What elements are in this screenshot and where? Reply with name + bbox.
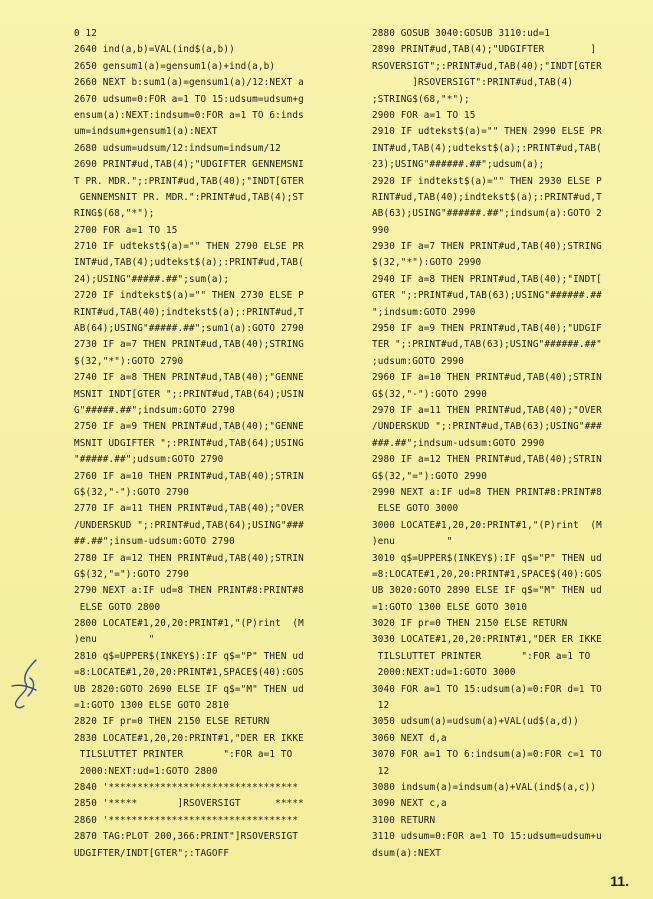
right-code-line: 12 [372,700,390,712]
left-code-line: T PR. MDR.";:PRINT#ud,TAB(40);"INDT[GTER [74,175,304,187]
right-code-line: 2980 IF a=12 THEN PRINT#ud,TAB(40);STRIN [372,454,602,466]
right-code-line: 3060 NEXT d,a [372,732,447,744]
right-code-line: RINT#ud,TAB(40);indtekst$(a);:PRINT#ud,T [372,191,602,203]
handwritten-signature-icon [6,656,48,714]
left-code-line: 2740 IF a=8 THEN PRINT#ud,TAB(40);"GENNE [74,372,304,384]
left-code-line: UDGIFTER/INDT[GTER";:TAGOFF [74,847,230,859]
right-code-line: 2000:NEXT:ud=1:GOTO 3000 [372,667,516,679]
left-code-line: ensum(a):NEXT:indsum=0:FOR a=1 TO 6:inds [74,109,304,121]
right-code-line: 3090 NEXT c,a [372,798,447,810]
right-code-line: 2930 IF a=7 THEN PRINT#ud,TAB(40);STRING [372,241,602,253]
right-code-line: 2990 NEXT a:IF ud=8 THEN PRINT#8:PRINT#8 [372,486,602,498]
right-code-line: 3020 IF pr=0 THEN 2150 ELSE RETURN [372,618,568,630]
right-code-line: 3000 LOCATE#1,20,20:PRINT#1,"(P)rint (M [372,519,602,531]
left-code-line: 2640 ind(a,b)=VAL(ind$(a,b)) [74,44,235,56]
left-code-line: 2870 TAG:PLOT 200,366:PRINT"]RSOVERSIGT [74,831,299,843]
left-code-line: MSNIT INDT[GTER ";:PRINT#ud,TAB(64);USIN [74,388,304,400]
right-code-column [372,26,640,862]
right-code-line: =1:GOTO 1300 ELSE GOTO 3010 [372,601,528,613]
left-code-line: 2660 NEXT b:sum1(a)=gensum1(a)/12:NEXT a [74,77,304,89]
left-code-line: 24);USING"#####.##";sum(a); [74,273,230,285]
left-code-line: 2810 q$=UPPER$(INKEY$):IF q$="P" THEN ud [74,650,304,662]
right-code-line: TILSLUTTET PRINTER ":FOR a=1 TO [372,650,591,662]
right-code-line: ;STRING$(68,"*"); [372,93,470,105]
right-code-line: 3010 q$=UPPER$(INKEY$):IF q$="P" THEN ud [372,552,602,564]
right-code-line: G$(32,"-"):GOTO 2990 [372,388,487,400]
right-code-line: dsum(a):NEXT [372,847,441,859]
left-code-line: =1:GOTO 1300 ELSE GOTO 2810 [74,700,230,712]
right-code-line: ;udsum:GOTO 2990 [372,355,464,367]
right-code-line: 2950 IF a=9 THEN PRINT#ud,TAB(40);"UDGIF [372,323,602,335]
left-code-line: 2860 '********************************* [74,814,299,826]
left-code-line: 2840 '********************************* [74,781,299,793]
right-code-line: =8:LOCATE#1,20,20:PRINT#1,SPACE$(40):GOS [372,568,602,580]
left-code-line: 2750 IF a=9 THEN PRINT#ud,TAB(40);"GENNE [74,421,304,433]
left-code-line: 2780 IF a=12 THEN PRINT#ud,TAB(40);STRIN [74,552,304,564]
left-code-line: 2690 PRINT#ud,TAB(4);"UDGIFTER GENNEMSNI [74,159,304,171]
left-code-line: INT#ud,TAB(4);udtekst$(a);:PRINT#ud,TAB( [74,257,304,269]
right-code-line: 3040 FOR a=1 TO 15:udsum(a)=0:FOR d=1 TO [372,683,602,695]
left-code-line: 2000:NEXT:ud=1:GOTO 2800 [74,765,218,777]
right-code-line: 990 [372,224,390,236]
right-code-line: 2920 IF indtekst$(a)="" THEN 2930 ELSE P [372,175,602,187]
left-code-line: ##.##";insum-udsum:GOTO 2790 [74,536,235,548]
left-code-line: 2680 udsum=udsum/12:indsum=indsum/12 [74,142,281,154]
right-code-line: AB(63);USING"######.##";indsum(a):GOTO 2 [372,208,602,220]
left-code-line: AB(64);USING"#####.##";sum1(a):GOTO 2790 [74,323,304,335]
left-code-line: /UNDERSKUD ";:PRINT#ud,TAB(64);USING"### [74,519,304,531]
left-code-line: G$(32,"="):GOTO 2790 [74,568,189,580]
left-code-line: TILSLUTTET PRINTER ":FOR a=1 TO [74,749,293,761]
right-code-line: 3080 indsum(a)=indsum(a)+VAL(ind$(a,c)) [372,781,597,793]
left-code-line: )enu " [74,634,155,646]
left-code-line: 2850 '***** ]RSOVERSIGT ***** [74,798,304,810]
left-code-line: MSNIT UDGIFTER ";:PRINT#ud,TAB(64);USING [74,437,304,449]
left-code-line: 0 12 [74,28,97,39]
left-code-line: 2800 LOCATE#1,20,20:PRINT#1,"(P)rint (M [74,618,304,630]
left-code-line: 2790 NEXT a:IF ud=8 THEN PRINT#8:PRINT#8 [74,585,304,597]
right-code-line: TER ";:PRINT#ud,TAB(63);USING"######.##" [372,339,602,351]
right-code-line: 3110 udsum=0:FOR a=1 TO 15:udsum=udsum+u [372,831,602,843]
right-code-line: ###.##";indsum-udsum:GOTO 2990 [372,437,545,449]
right-code-line: 2940 IF a=8 THEN PRINT#ud,TAB(40);"INDT[ [372,273,602,285]
left-code-line: 2730 IF a=7 THEN PRINT#ud,TAB(40);STRING [74,339,304,351]
left-code-line: ELSE GOTO 2800 [74,601,161,613]
right-code-line: /UNDERSKUD ";:PRINT#ud,TAB(63);USING"### [372,421,602,433]
right-code-line: 3030 LOCATE#1,20,20:PRINT#1,"DER ER IKKE [372,634,602,646]
right-code-line: ]RSOVERSIGT":PRINT#ud,TAB(4) [372,77,574,89]
right-code-line: G$(32,"="):GOTO 2990 [372,470,487,482]
page-number: 11. [610,873,629,889]
left-code-line: um=indsum+gensum1(a):NEXT [74,126,218,138]
left-code-line: GENNEMSNIT PR. MDR.":PRINT#ud,TAB(4);ST [74,191,304,203]
left-code-line: 2710 IF udtekst$(a)="" THEN 2790 ELSE PR [74,241,304,253]
left-code-line: RING$(68,"*"); [74,208,155,220]
left-code-line: 2820 IF pr=0 THEN 2150 ELSE RETURN [74,716,270,728]
left-code-line: =8:LOCATE#1,20,20:PRINT#1,SPACE$(40):GOS [74,667,304,679]
right-code-line: INT#ud,TAB(4);udtekst$(a);:PRINT#ud,TAB( [372,142,602,154]
left-code-line: RINT#ud,TAB(40);indtekst$(a);:PRINT#ud,T [74,306,304,318]
right-code-line: ELSE GOTO 3000 [372,503,459,515]
right-code-line: 3070 FOR a=1 TO 6:indsum(a)=0:FOR c=1 TO [372,749,602,761]
right-code-line: ";indsum:GOTO 2990 [372,306,476,318]
left-code-line: "#####.##";udsum:GOTO 2790 [74,454,224,466]
left-code-column [74,26,346,862]
left-code-line: 2670 udsum=0:FOR a=1 TO 15:udsum=udsum+g [74,93,304,105]
right-code-line: 2910 IF udtekst$(a)="" THEN 2990 ELSE PR [372,126,602,138]
right-code-line: 2900 FOR a=1 TO 15 [372,109,476,121]
right-code-line: 2890 PRINT#ud,TAB(4);"UDGIFTER ] [372,44,597,56]
left-code-line: UB 2820:GOTO 2690 ELSE IF q$="M" THEN ud [74,683,304,695]
left-code-line: 2760 IF a=10 THEN PRINT#ud,TAB(40);STRIN [74,470,304,482]
right-code-line: 3050 udsum(a)=udsum(a)+VAL(ud$(a,d)) [372,716,579,728]
right-code-line: 12 [372,765,390,777]
left-code-line: G"#####.##";indsum:GOTO 2790 [74,404,235,416]
right-code-line: 2880 GOSUB 3040:GOSUB 3110:ud=1 [372,28,551,39]
left-code-line: 2650 gensum1(a)=gensum1(a)+ind(a,b) [74,60,276,72]
left-code-line: 2770 IF a=11 THEN PRINT#ud,TAB(40);"OVER [74,503,304,515]
right-code-line: RSOVERSIGT";:PRINT#ud,TAB(40);"INDT[GTER [372,60,602,72]
left-code-line: G$(32,"-"):GOTO 2790 [74,486,189,498]
left-code-line: 2830 LOCATE#1,20,20:PRINT#1,"DER ER IKKE [74,732,304,744]
right-code-line: 2960 IF a=10 THEN PRINT#ud,TAB(40);STRIN [372,372,602,384]
right-code-line: 23);USING"######.##";udsum(a); [372,159,545,171]
left-code-line: 2720 IF indtekst$(a)="" THEN 2730 ELSE P [74,290,304,302]
right-code-line: )enu " [372,536,453,548]
right-code-line: 3100 RETURN [372,814,436,826]
right-code-line: 2970 IF a=11 THEN PRINT#ud,TAB(40);"OVER [372,404,602,416]
left-code-line: $(32,"*"):GOTO 2790 [74,355,184,367]
left-code-line: 2700 FOR a=1 TO 15 [74,224,178,236]
right-code-line: $(32,"*"):GOTO 2990 [372,257,482,269]
right-code-line: UB 3020:GOTO 2890 ELSE IF q$="M" THEN ud [372,585,602,597]
right-code-line: GTER ";:PRINT#ud,TAB(63);USING"######.## [372,290,602,302]
